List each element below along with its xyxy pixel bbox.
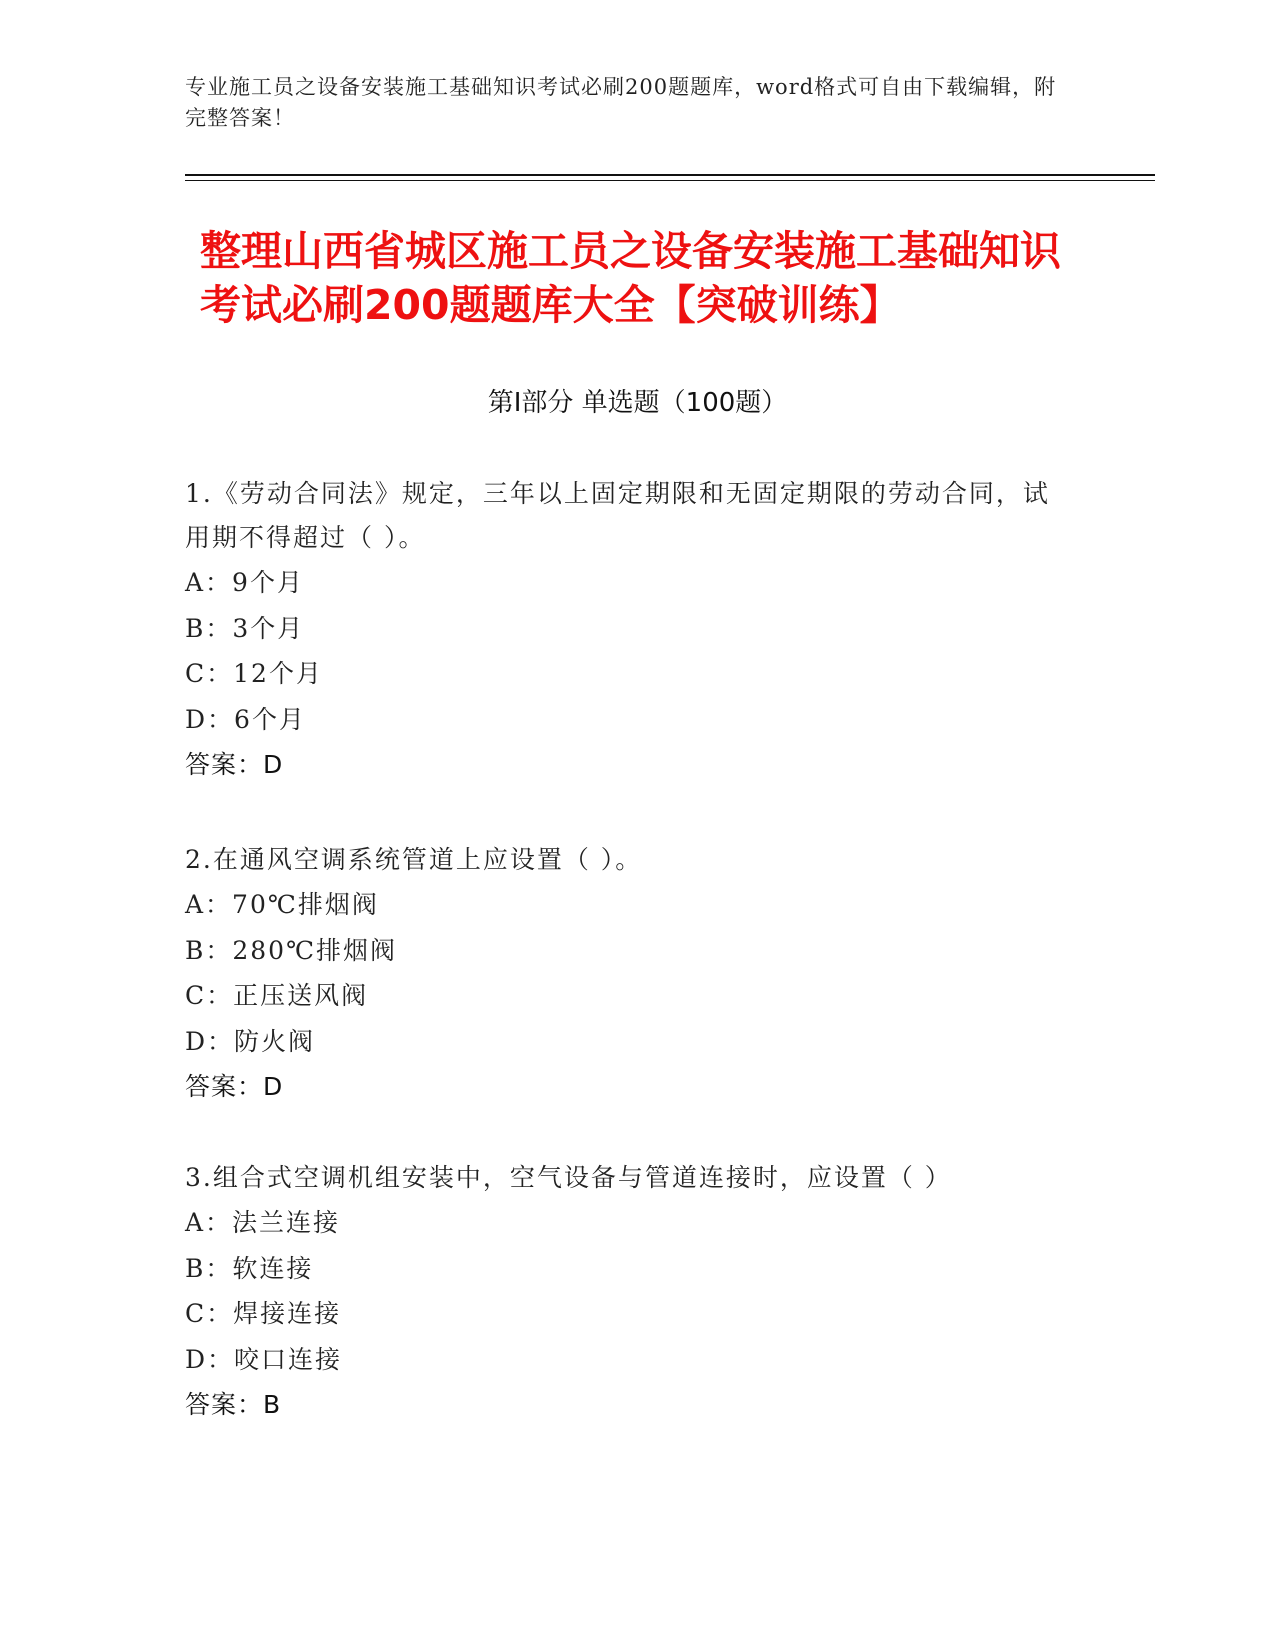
option-c: C：焊接连接: [185, 1299, 342, 1328]
option-b: B：3个月: [185, 613, 305, 643]
header-divider-thin: [185, 180, 1155, 181]
option-b: B：软连接: [185, 1253, 314, 1283]
option-a: A：70℃排烟阀: [185, 890, 379, 919]
option-a: A：9个月: [185, 568, 304, 597]
option-d: D：6个月: [185, 704, 306, 734]
question-stem: 2.在通风空调系统管道上应设置（ ）。: [185, 845, 643, 874]
question-stem: 1.《劳动合同法》规定，三年以上固定期限和无固定期限的劳动合同，试用期不得超过（ ）。: [185, 479, 1050, 552]
question-stem: 3.组合式空调机组安装中，空气设备与管道连接时，应设置（ ）: [185, 1163, 952, 1192]
answer: 答案：D: [185, 750, 284, 779]
option-d: D：防火阀: [185, 1026, 316, 1056]
question-3: [185, 1156, 1065, 1428]
question-1: [185, 472, 1065, 788]
option-d: D：咬口连接: [185, 1344, 343, 1374]
option-c: C：正压送风阀: [185, 981, 369, 1010]
document-title: 整理山西省城区施工员之设备安装施工基础知识考试必刷200题题库大全【突破训练】: [200, 227, 1061, 329]
option-b: B：280℃排烟阀: [185, 935, 398, 965]
section-title: 第Ⅰ部分 单选题（100题）: [487, 388, 788, 418]
header-divider-thick: [185, 174, 1155, 176]
answer: 答案：D: [185, 1072, 284, 1101]
option-a: A：法兰连接: [185, 1208, 341, 1237]
answer: 答案：B: [185, 1390, 282, 1419]
option-c: C：12个月: [185, 659, 323, 688]
header-note: 专业施工员之设备安装施工基础知识考试必刷200题题库，word格式可自由下载编辑，附完整答案！: [185, 75, 1057, 130]
question-2: [185, 838, 1065, 1110]
